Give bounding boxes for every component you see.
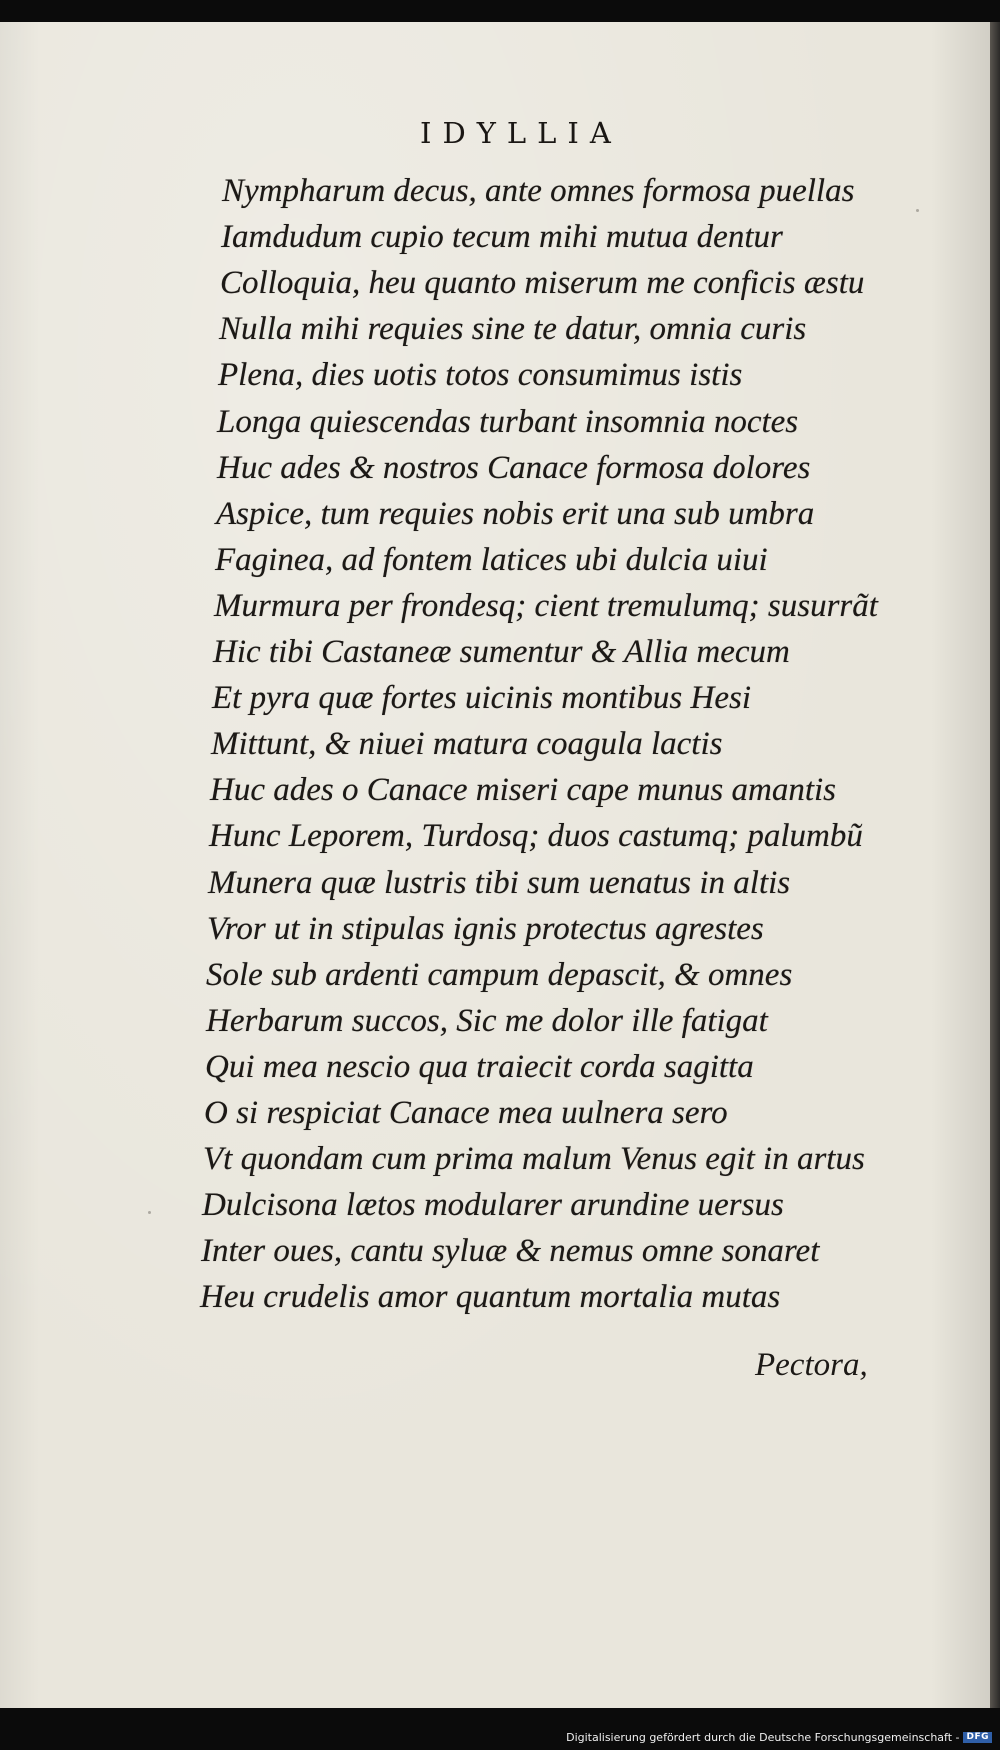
verse-line: Mittunt, & niuei matura coagula lactis <box>211 726 723 762</box>
verse-line: Longa quiescendas turbant insomnia noctes <box>217 404 799 440</box>
page-right-edge <box>990 22 1000 1708</box>
dfg-logo: DFG <box>963 1732 992 1743</box>
verse-line: Inter oues, cantu syluæ & nemus omne sonaret <box>201 1233 820 1269</box>
top-frame-border <box>0 0 1000 22</box>
verse-line: Vror ut in stipulas ignis protectus agrestes <box>207 911 764 947</box>
verse-line: Huc ades o Canace miseri cape munus amantis <box>210 772 837 808</box>
verse-line: Munera quæ lustris tibi sum uenatus in altis <box>208 865 791 901</box>
running-head: IDYLLIA <box>420 116 622 150</box>
verse-line: Nulla mihi requies sine te datur, omnia curis <box>219 311 807 347</box>
verse-line: Iamdudum cupio tecum mihi mutua dentur <box>221 219 783 255</box>
verse-line: Hunc Leporem, Turdosq; duos castumq; palumbũ <box>209 818 863 854</box>
verse-line: Aspice, tum requies nobis erit una sub umbra <box>216 496 815 532</box>
verse-line: Nympharum decus, ante omnes formosa puellas <box>222 173 855 209</box>
verse-line: Qui mea nescio qua traiecit corda sagitta <box>205 1049 754 1085</box>
verse-line: Murmura per frondesq; cient tremulumq; susurrãt <box>214 588 878 624</box>
verse-line: O si respiciat Canace mea uulnera sero <box>204 1095 728 1131</box>
verse-line: Faginea, ad fontem latices ubi dulcia uiui <box>215 542 768 578</box>
verse-line: Vt quondam cum prima malum Venus egit in artus <box>203 1141 865 1177</box>
verse-line: Huc ades & nostros Canace formosa dolores <box>217 450 811 486</box>
credit-text: Digitalisierung gefördert durch die Deutsche Forschungsgemeinschaft - <box>566 1731 960 1744</box>
verse-line: Hic tibi Castaneæ sumentur & Allia mecum <box>213 634 790 670</box>
verse-line: Herbarum succos, Sic me dolor ille fatigat <box>206 1003 768 1039</box>
verse-line: Dulcisona lætos modularer arundine uersus <box>202 1187 784 1223</box>
verse-line: Colloquia, heu quanto miserum me conficis æstu <box>220 265 865 301</box>
catchword: Pectora, <box>755 1347 868 1383</box>
verse-line: Et pyra quæ fortes uicinis montibus Hesi <box>212 680 751 716</box>
verse-line: Plena, dies uotis totos consumimus istis <box>218 357 743 393</box>
verse-line: Heu crudelis amor quantum mortalia mutas <box>200 1279 781 1315</box>
verse-line: Sole sub ardenti campum depascit, & omnes <box>206 957 793 993</box>
paper-speck <box>148 1211 151 1214</box>
paper-speck <box>916 209 919 212</box>
digitization-credit <box>566 1731 992 1744</box>
